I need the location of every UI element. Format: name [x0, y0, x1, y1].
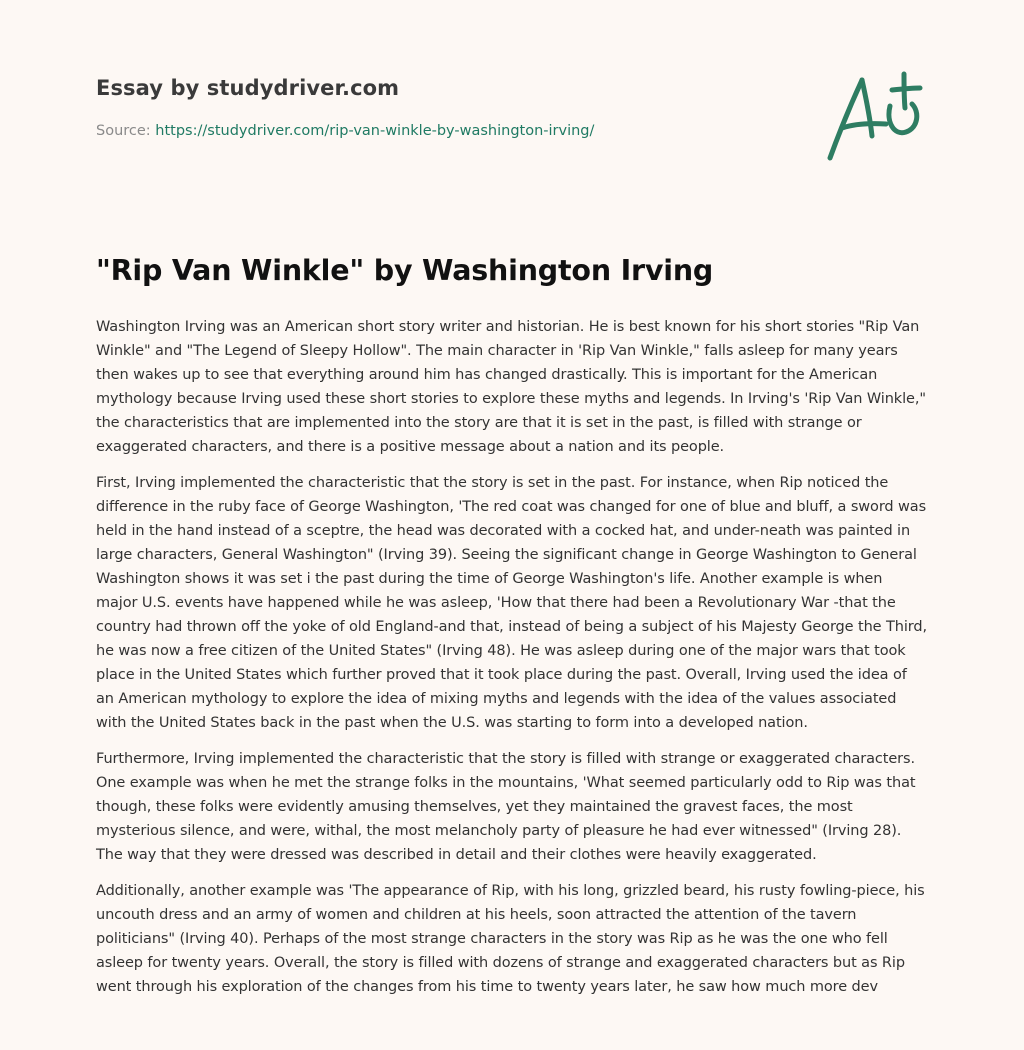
site-attribution: Essay by studydriver.com: [96, 76, 400, 100]
source-label: Source:: [96, 123, 151, 139]
source-line: [96, 123, 594, 139]
essay-title: "Rip Van Winkle" by Washington Irving: [96, 254, 714, 287]
paragraph: Furthermore, Irving implemented the characteristic that the story is filled with strange or exaggerated characters. One example was when he met the strange folks in the mountains, 'What seemed particularly odd to Rip was that though, these folks were evidently amusing themselves, yet they maintained the gravest faces, the most mysterious silence, and were, withal, the most melancholy party of pleasure he had ever witnessed" (Irving 28). The way that they were dressed was described in detail and their clothes were heavily exaggerated.: [96, 751, 916, 863]
paragraph: First, Irving implemented the characteristic that the story is set in the past. For instance, when Rip noticed the difference in the ruby face of George Washington, 'The red coat was changed for one of blue and bluff, a sword was held in the hand instead of a sceptre, the head was decorated with a cocked hat, and under-neath was painted in large characters, General Washington" (Irving 39). Seeing the significant change in George Washington to General Washington shows it was set i the past during the time of George Washington's life. Another example is when major U.S. events have happened while he was asleep, 'How that there had been a Revolutionary War -that the country had thrown off the yoke of old England-and that, instead of being a subject of his Majesty George the Third, he was now a free citizen of the United States" (Irving 48). He was asleep during one of the major wars that took place in the United States which further proved that it took place during the past. Overall, Irving used the idea of an American mythology to explore the idea of mixing myths and legends with the idea of the values associated with the United States back in the past when the U.S. was starting to form into a developed nation.: [96, 475, 927, 731]
source-link[interactable]: https://studydriver.com/rip-van-winkle-by-washington-irving/: [155, 123, 595, 139]
paragraph: Additionally, another example was 'The appearance of Rip, with his long, grizzled beard, his rusty fowling-piece, his uncouth dress and an army of women and children at his heels, soon attracted the attention of the tavern politicians" (Irving 40). Perhaps of the most strange characters in the story was Rip as he was the one who fell asleep for twenty years. Overall, the story is filled with dozens of strange and exaggerated characters but as Rip went through his exploration of the changes from his time to twenty years later, he saw how much more dev: [96, 883, 925, 995]
paragraph: Washington Irving was an American short story writer and historian. He is best known for his short stories "Rip Van Winkle" and "The Legend of Sleepy Hollow". The main character in 'Rip Van Winkle," falls asleep for many years then wakes up to see that everything around him has changed drastically. This is important for the American mythology because Irving used these short stories to explore these myths and legends. In Irving's 'Rip Van Winkle," the characteristics that are implemented into the story are that it is set in the past, is filled with strange or exaggerated characters, and there is a positive message about a nation and its people.: [96, 319, 926, 455]
essay-body: [96, 315, 928, 1011]
a-plus-grade-icon: [820, 66, 930, 166]
